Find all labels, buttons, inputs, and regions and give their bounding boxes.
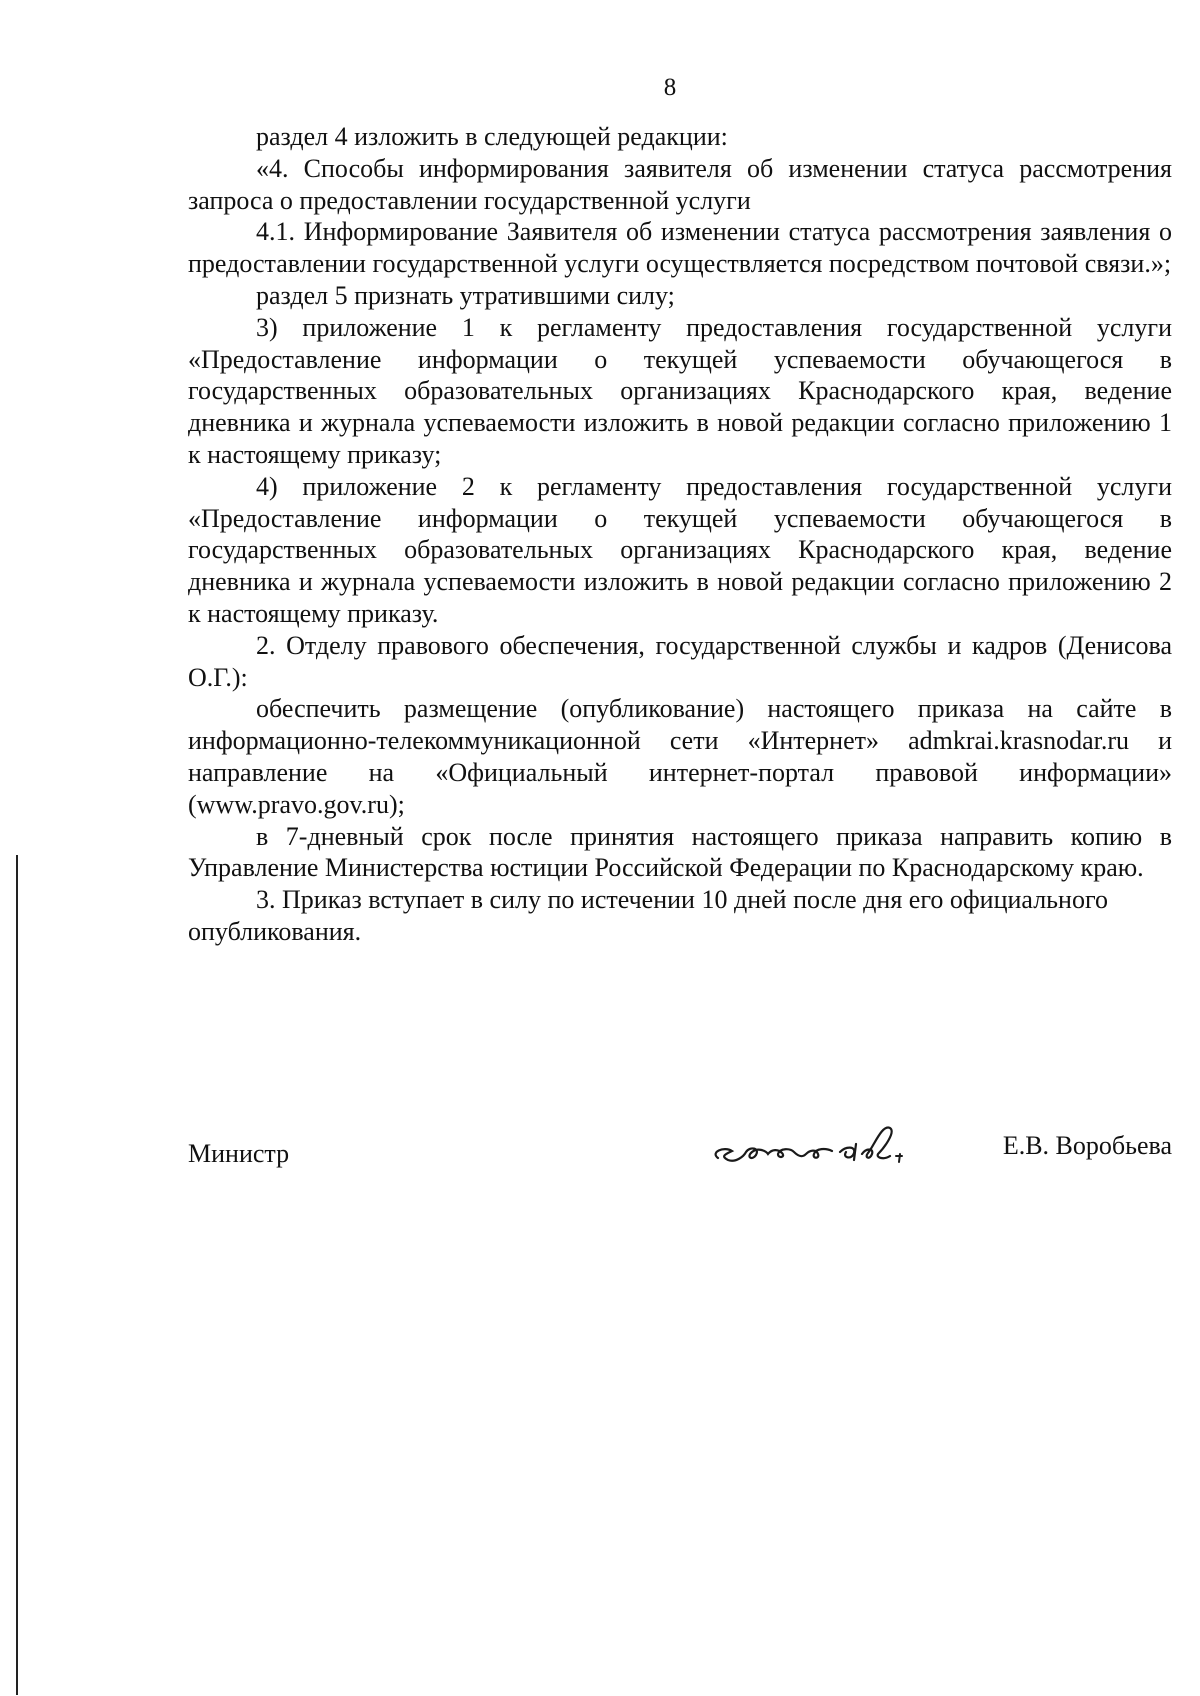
paragraph-8: обеспечить размещение (опубликование) настоящего приказа на сайте в информационно-телекоммуникационной сети «Интернет» admkrai.krasnodar.ru и направление на «Официальный интернет-портал правовой информации» (www.pravo.gov.ru); — [188, 694, 1172, 819]
scan-margin-line — [16, 855, 18, 1695]
paragraph-2: «4. Способы информирования заявителя об изменении статуса рассмотрения запроса о предоставлении государственной услуги — [188, 153, 1172, 215]
paragraph-5: 3) приложение 1 к регламенту предоставления государственной услуги «Предоставление информации о текущей успеваемости обучающегося в государственных образовательных организациях Краснодарского края, ведение дневника и журнала успеваемости изложить в новой редакции согласно приложению 1 к настоящему приказу; — [188, 312, 1172, 469]
signer-name: Е.В. Воробьева — [1002, 1131, 1172, 1160]
signer-position: Министр — [188, 1139, 290, 1168]
paragraph-10: 3. Приказ вступает в силу по истечении 10 дней после дня его официального опубликования. — [188, 885, 1108, 946]
paragraph-7: 2. Отделу правового обеспечения, государственной службы и кадров (Денисова О.Г.): — [188, 630, 1172, 692]
signature-block — [188, 1118, 1172, 1178]
document-body — [188, 121, 1172, 948]
paragraph-6: 4) приложение 2 к регламенту предоставления государственной услуги «Предоставление информации о текущей успеваемости обучающегося в государственных образовательных организациях Краснодарского края, ведение дневника и журнала успеваемости изложить в новой редакции согласно приложению 2 к настоящему приказу. — [188, 471, 1172, 628]
paragraph-4: раздел 5 признать утратившими силу; — [256, 280, 675, 310]
paragraph-3: 4.1. Информирование Заявителя об изменении статуса рассмотрения заявления о предоставлении государственной услуги осуществляется посредством почтовой связи.»; — [188, 217, 1172, 279]
paragraph-1: раздел 4 изложить в следующей редакции: — [256, 122, 728, 151]
page-number: 8 — [663, 74, 677, 101]
paragraph-9: в 7-дневный срок после принятия настоящего приказа направить копию в Управление Министерства юстиции Российской Федерации по Краснодарскому краю. — [188, 821, 1172, 883]
handwritten-signature — [706, 1118, 966, 1178]
